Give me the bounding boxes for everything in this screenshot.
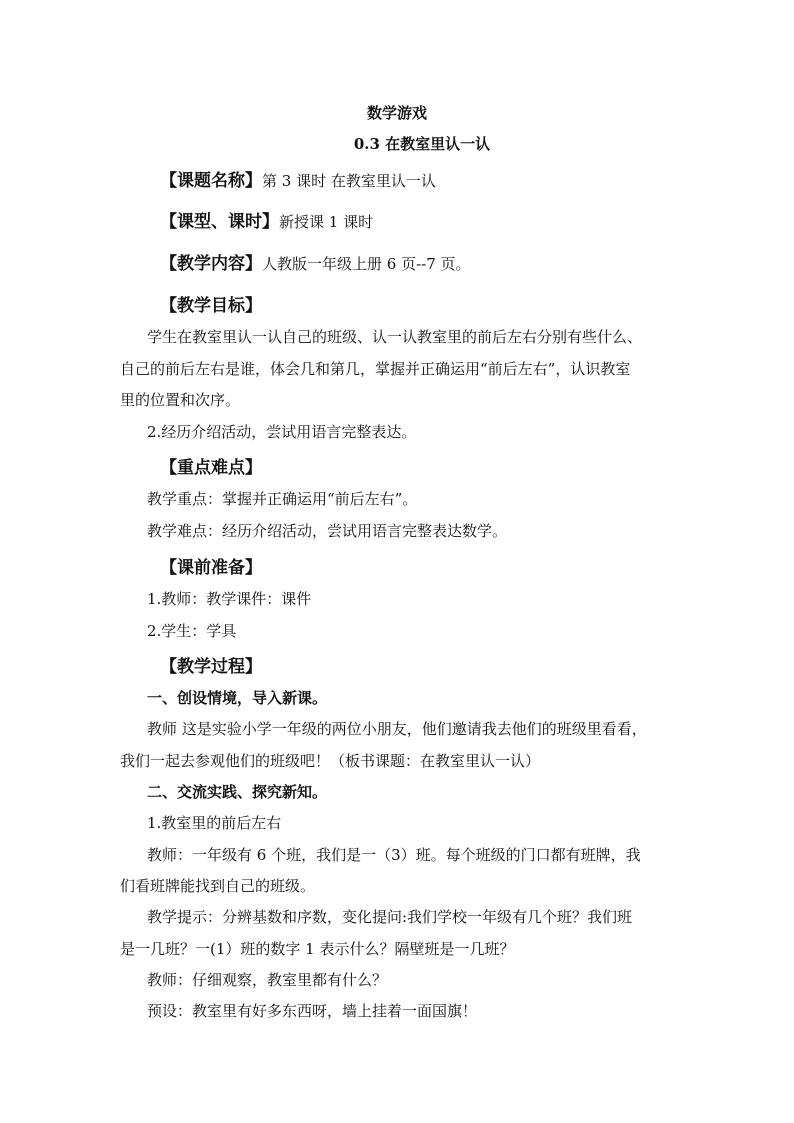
section-heading-process: 【教学过程】 xyxy=(160,657,262,677)
paragraph-line: 是一几班？一(1）班的数字 1 表示什么？隔壁班是一几班？ xyxy=(120,940,515,958)
paragraph-line: 们看班牌能找到自己的班级。 xyxy=(120,877,316,895)
paragraph-line: 2.学生：学具 xyxy=(147,622,237,640)
subheading: 二、交流实践、探究新知。 xyxy=(147,783,328,801)
meta-value: 第 3 课时 在教室里认一认 xyxy=(262,172,436,190)
meta-value: 新授课 1 课时 xyxy=(279,213,374,231)
paragraph-line: 自己的前后左右是谁，体会几和第几，掌握并正确运用“前后左右”，认识教室 xyxy=(120,360,631,378)
paragraph-line: 我们一起去参观他们的班级吧！（板书课题：在教室里认一认） xyxy=(120,752,541,770)
paragraph-line: 教学提示：分辨基数和序数，变化提问:我们学校一年级有几个班？我们班 xyxy=(147,908,633,926)
paragraph-line: 教学难点：经历介绍活动，尝试用语言完整表达数学。 xyxy=(147,522,508,540)
meta-course-name xyxy=(160,171,436,191)
paragraph-line: 预设：教室里有好多东西呀，墙上挂着一面国旗！ xyxy=(147,1002,478,1020)
section-heading-prep: 【课前准备】 xyxy=(160,558,262,578)
paragraph-line: 教师：一年级有 6 个班，我们是一（3）班。每个班级的门口都有班牌，我 xyxy=(147,846,641,864)
meta-label: 【课型、课时】 xyxy=(160,212,279,232)
paragraph-line: 1.教室里的前后左右 xyxy=(147,814,282,832)
paragraph-line: 学生在教室里认一认自己的班级、认一认教室里的前后左右分别有些什么、 xyxy=(147,328,643,346)
meta-course-type xyxy=(160,212,373,232)
paragraph-line: 教师：仔细观察，教室里都有什么？ xyxy=(147,971,388,989)
meta-label: 【教学内容】 xyxy=(160,254,262,274)
paragraph-line: 里的位置和次序。 xyxy=(120,391,241,409)
doc-subtitle: 0.3 在教室里认一认 xyxy=(353,135,491,153)
section-heading-key: 【重点难点】 xyxy=(160,458,262,478)
meta-label: 【课题名称】 xyxy=(160,171,262,191)
paragraph-line: 教学重点：掌握并正确运用“前后左右”。 xyxy=(147,490,418,508)
paragraph-line: 教师 这是实验小学一年级的两位小朋友，他们邀请我去他们的班级里看看， xyxy=(147,720,647,738)
paragraph-line: 1.教师：教学课件：课件 xyxy=(147,590,312,608)
paragraph-line: 2.经历介绍活动，尝试用语言完整表达。 xyxy=(147,423,417,441)
meta-content xyxy=(160,254,471,274)
section-heading-goals: 【教学目标】 xyxy=(160,296,262,316)
subheading: 一、创设情境，导入新课。 xyxy=(147,689,328,707)
doc-title: 数学游戏 xyxy=(366,104,427,122)
meta-value: 人教版一年级上册 6 页--7 页。 xyxy=(262,255,471,273)
